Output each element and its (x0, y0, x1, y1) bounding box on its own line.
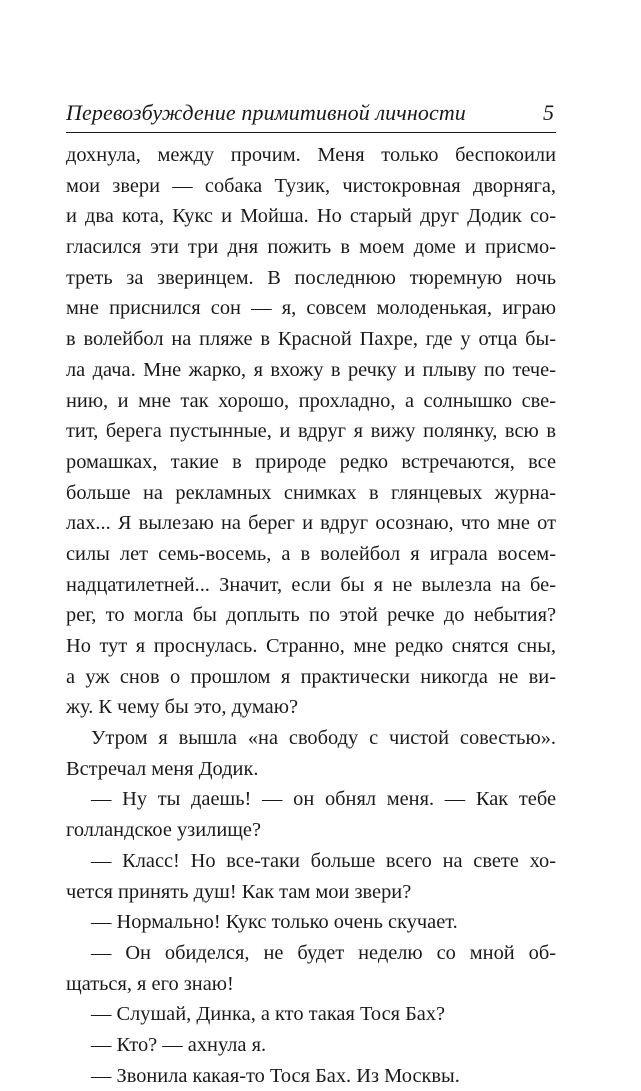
text-line: и два кота, Кукс и Мойша. Но старый друг Додик со- (66, 205, 556, 228)
running-title: Перевозбуждение примитивной личности (66, 100, 466, 125)
text-line: щаться, я его знаю! (66, 972, 234, 995)
text-line: Встречал меня Додик. (66, 757, 259, 780)
text-line: — Слушай, Динка, а кто такая Тося Бах? (91, 1003, 446, 1026)
text-line: — Класс! Но все-таки больше всего на свете хо- (91, 849, 556, 872)
text-line: жу. К чему бы это, думаю? (66, 696, 298, 719)
text-line: дохнула, между прочим. Меня только беспокоили (66, 144, 556, 166)
text-line: — Ну ты даешь! — он обнял меня. — Как тебе (91, 788, 556, 811)
running-header (66, 96, 556, 133)
text-line: лах... Я вылезаю на берег и вдруг осознаю, что мне от (66, 512, 556, 535)
text-line: рег, то могла бы доплыть по этой речке до небытия? (66, 604, 556, 627)
text-line: чется принять душ! Как там мои звери? (66, 880, 412, 903)
text-line: треть за зверинцем. В последнюю тюремную ночь (66, 266, 556, 289)
text-line: ла дача. Мне жарко, я вхожу в речку и плыву по тече- (66, 358, 556, 381)
text-line: Утром я вышла «на свободу с чистой совестью». (91, 727, 556, 750)
page-number: 5 (543, 100, 554, 125)
text-line: — Нормально! Кукс только очень скучает. (91, 911, 458, 934)
text-line: а уж снов о прошлом я практически никогда не ви- (66, 665, 556, 688)
text-line: нию, и мне так хорошо, прохладно, а солнышко све- (66, 389, 556, 412)
text-line: надцатилетней... Значит, если бы я не вылезла на бе- (66, 573, 556, 596)
text-line: силы лет семь-восемь, а в волейбол я играла восем- (66, 542, 556, 565)
text-line: мне приснился сон — я, совсем молоденькая, играю (66, 297, 556, 320)
text-line: мои звери — собака Тузик, чистокровная дворняга, (66, 174, 556, 197)
text-line: ромашках, такие в природе редко встречаются, все (66, 450, 556, 473)
text-line: тит, берега пустынные, и вдруг я вижу полянку, всю в (66, 420, 556, 443)
body-text (66, 140, 556, 1091)
text-line: Но тут я проснулась. Странно, мне редко снятся сны, (66, 635, 556, 657)
text-line: в волейбол на пляже в Красной Пахре, где у отца бы- (66, 328, 556, 351)
text-line: — Звонила какая-то Тося Бах. Из Москвы. (91, 1064, 460, 1087)
text-line: — Он обиделся, не будет неделю со мной об- (91, 941, 556, 964)
text-line: гласился эти три дня пожить в моем доме и присмо- (66, 236, 556, 259)
text-line: больше на рекламных снимках в глянцевых журна- (66, 481, 556, 504)
text-line: голландское узилище? (66, 819, 262, 842)
text-line: — Кто? — ахнула я. (91, 1033, 267, 1056)
